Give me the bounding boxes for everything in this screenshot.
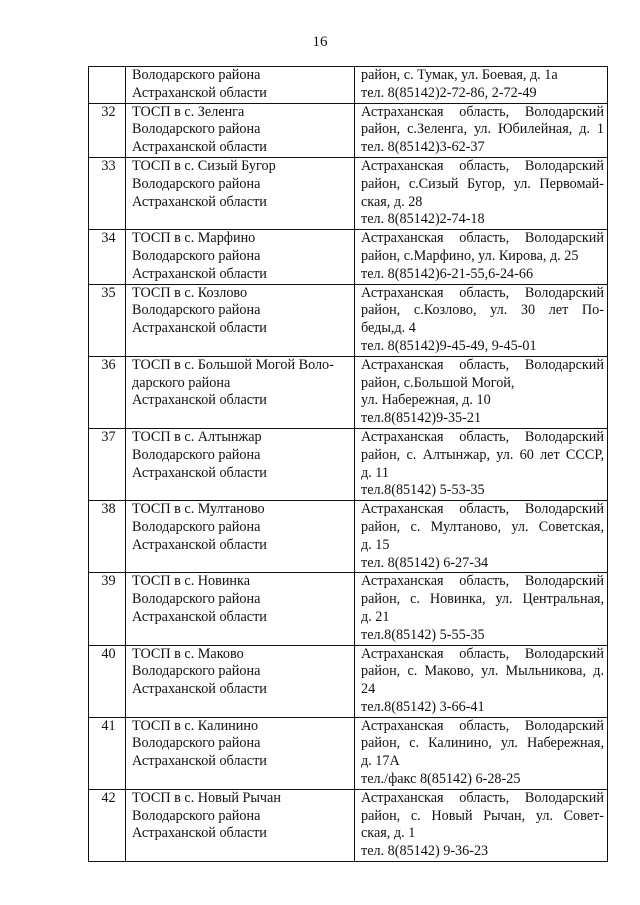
tosp-name-line: Астраханской области bbox=[132, 320, 267, 337]
table-row bbox=[89, 789, 608, 861]
tosp-name-line: ТОСП в с. Новый Рычан bbox=[132, 789, 281, 806]
tosp-name-line: Астраханской области bbox=[132, 265, 267, 282]
address-line: тел. 8(85142) 6-27-34 bbox=[361, 554, 489, 571]
address-line: тел. 8(85142)3-62-37 bbox=[361, 139, 485, 156]
address-line: район, с.Козлово, ул. 30 лет По- bbox=[361, 302, 604, 319]
address-line: Астраханская область, Володарский bbox=[361, 284, 604, 301]
address-line: тел./факс 8(85142) 6-28-25 bbox=[361, 771, 521, 788]
address-line: тел. 8(85142)9-45-49, 9-45-01 bbox=[361, 337, 537, 354]
tosp-name-line: Володарского района bbox=[132, 591, 261, 608]
address-line: ская, д. 28 bbox=[361, 193, 423, 210]
address-line: д. 15 bbox=[361, 536, 390, 553]
tosp-name-line: Володарского района bbox=[132, 735, 261, 752]
address-line: Астраханская область, Володарский bbox=[361, 157, 604, 174]
tosp-name-line: ТОСП в с. Маково bbox=[132, 645, 244, 662]
tosp-name-cell bbox=[126, 284, 355, 356]
row-number: 41 bbox=[89, 717, 126, 789]
address-line: Астраханская область, Володарский bbox=[361, 573, 604, 590]
address-line: 24 bbox=[361, 681, 376, 698]
row-number: 35 bbox=[89, 284, 126, 356]
tosp-name-line: ТОСП в с. Калинино bbox=[132, 717, 259, 734]
tosp-name-cell bbox=[126, 428, 355, 500]
address-line: район, с. Новый Рычан, ул. Совет- bbox=[361, 807, 604, 824]
address-line: тел. 8(85142) 9-36-23 bbox=[361, 843, 489, 860]
tosp-name-line: ТОСП в с. Мултаново bbox=[132, 501, 265, 518]
address-cell bbox=[355, 501, 608, 573]
tosp-name-cell bbox=[126, 501, 355, 573]
tosp-name-cell bbox=[126, 157, 355, 229]
address-line: район, с. Новинка, ул. Центральная, bbox=[361, 591, 604, 608]
tosp-name-line: Астраханской области bbox=[132, 536, 267, 553]
address-line: район, с. Мултаново, ул. Советская, bbox=[361, 518, 604, 535]
table-row bbox=[89, 717, 608, 789]
row-number: 42 bbox=[89, 789, 126, 861]
address-line: тел. 8(85142)2-72-86, 2-72-49 bbox=[361, 84, 537, 101]
tosp-name-line: Володарского района bbox=[132, 518, 261, 535]
row-number: 39 bbox=[89, 573, 126, 645]
address-line: тел.8(85142) 5-53-35 bbox=[361, 482, 485, 499]
tosp-name-line: Володарского района bbox=[132, 807, 261, 824]
tosp-name-line: ТОСП в с. Новинка bbox=[132, 573, 250, 590]
tosp-name-line: ТОСП в с. Большой Могой Воло- bbox=[132, 356, 334, 373]
table-row bbox=[89, 501, 608, 573]
tosp-name-cell bbox=[126, 717, 355, 789]
tosp-name-line: Володарского района bbox=[132, 121, 261, 138]
row-number: 40 bbox=[89, 645, 126, 717]
table-row bbox=[89, 157, 608, 229]
address-line: тел.8(85142) 5-55-35 bbox=[361, 626, 485, 643]
address-cell bbox=[355, 356, 608, 428]
tosp-name-line: ТОСП в с. Марфино bbox=[132, 230, 256, 247]
address-line: тел. 8(85142)6-21-55,6-24-66 bbox=[361, 265, 534, 282]
address-line: Астраханская область, Володарский bbox=[361, 501, 604, 518]
tosp-name-cell bbox=[126, 789, 355, 861]
address-line: Астраханская область, Володарский bbox=[361, 103, 604, 120]
tosp-name-line: ТОСП в с. Алтынжар bbox=[132, 428, 262, 445]
tosp-name-line: Астраханской области bbox=[132, 139, 267, 156]
address-line: район, с.Марфино, ул. Кирова, д. 25 bbox=[361, 247, 579, 264]
address-line: район, с. Калинино, ул. Набережная, bbox=[361, 735, 604, 752]
tosp-name-line: Астраханской области bbox=[132, 84, 267, 101]
tosp-name-line: дарского района bbox=[132, 374, 231, 391]
table-row bbox=[89, 428, 608, 500]
table-row bbox=[89, 573, 608, 645]
row-number: 37 bbox=[89, 428, 126, 500]
tosp-name-line: Астраханской области bbox=[132, 825, 267, 842]
address-cell bbox=[355, 645, 608, 717]
table-row bbox=[89, 103, 608, 157]
table-row bbox=[89, 284, 608, 356]
tosp-name-line: Астраханской области bbox=[132, 753, 267, 770]
tosp-name-cell bbox=[126, 67, 355, 104]
page-number: 16 bbox=[312, 34, 328, 50]
table-row bbox=[89, 645, 608, 717]
tosp-name-cell bbox=[126, 103, 355, 157]
row-number: 38 bbox=[89, 501, 126, 573]
address-cell bbox=[355, 717, 608, 789]
tosp-name-line: Астраханской области bbox=[132, 193, 267, 210]
address-line: район, с.Сизый Бугор, ул. Первомай- bbox=[361, 175, 604, 192]
row-number: 32 bbox=[89, 103, 126, 157]
table-row bbox=[89, 67, 608, 104]
address-line: д. 17А bbox=[361, 753, 400, 770]
tosp-name-line: ТОСП в с. Зеленга bbox=[132, 103, 245, 120]
tosp-name-line: ТОСП в с. Сизый Бугор bbox=[132, 157, 276, 174]
address-cell bbox=[355, 103, 608, 157]
tosp-name-line: Астраханской области bbox=[132, 392, 267, 409]
address-line: Астраханская область, Володарский bbox=[361, 428, 604, 445]
tosp-name-line: Володарского района bbox=[132, 663, 261, 680]
address-line: Астраханская область, Володарский bbox=[361, 356, 604, 373]
tosp-table bbox=[88, 66, 608, 862]
tosp-name-cell bbox=[126, 230, 355, 284]
address-line: д. 11 bbox=[361, 464, 389, 481]
address-cell bbox=[355, 789, 608, 861]
address-line: район, с.Зеленга, ул. Юбилейная, д. 1 bbox=[361, 121, 604, 138]
address-line: Астраханская область, Володарский bbox=[361, 230, 604, 247]
address-cell bbox=[355, 284, 608, 356]
address-line: Астраханская область, Володарский bbox=[361, 717, 604, 734]
table-row bbox=[89, 230, 608, 284]
address-cell bbox=[355, 230, 608, 284]
address-line: район, с. Алтынжар, ул. 60 лет СССР, bbox=[361, 446, 604, 463]
address-line: район, с.Большой Могой, bbox=[361, 374, 515, 391]
tosp-table-body bbox=[89, 67, 608, 862]
tosp-name-cell bbox=[126, 573, 355, 645]
row-number: 33 bbox=[89, 157, 126, 229]
address-cell bbox=[355, 573, 608, 645]
tosp-name-line: Астраханской области bbox=[132, 608, 267, 625]
tosp-name-line: Володарского района bbox=[132, 302, 261, 319]
tosp-name-line: Володарского района bbox=[132, 446, 261, 463]
address-line: беды,д. 4 bbox=[361, 320, 416, 337]
address-cell bbox=[355, 428, 608, 500]
address-line: ская, д. 1 bbox=[361, 825, 416, 842]
tosp-name-line: Володарского района bbox=[132, 175, 261, 192]
tosp-name-line: Астраханской области bbox=[132, 464, 267, 481]
table-row bbox=[89, 356, 608, 428]
row-number: 34 bbox=[89, 230, 126, 284]
tosp-name-cell bbox=[126, 645, 355, 717]
tosp-name-line: ТОСП в с. Козлово bbox=[132, 284, 248, 301]
address-line: тел.8(85142) 3-66-41 bbox=[361, 698, 485, 715]
tosp-name-line: Володарского района bbox=[132, 247, 261, 264]
tosp-name-line: Володарского района bbox=[132, 67, 261, 83]
address-line: район, с. Маково, ул. Мыльникова, д. bbox=[361, 663, 604, 680]
row-number bbox=[89, 67, 126, 104]
address-cell bbox=[355, 67, 608, 104]
address-line: тел.8(85142)9-35-21 bbox=[361, 410, 482, 427]
address-cell bbox=[355, 157, 608, 229]
row-number: 36 bbox=[89, 356, 126, 428]
tosp-name-line: Астраханской области bbox=[132, 681, 267, 698]
address-line: Астраханская область, Володарский bbox=[361, 789, 604, 806]
address-line: д. 21 bbox=[361, 608, 390, 625]
address-line: Астраханская область, Володарский bbox=[361, 645, 604, 662]
tosp-name-cell bbox=[126, 356, 355, 428]
address-line: ул. Набережная, д. 10 bbox=[361, 392, 491, 409]
address-line: тел. 8(85142)2-74-18 bbox=[361, 211, 485, 228]
address-line: район, с. Тумак, ул. Боевая, д. 1а bbox=[361, 67, 558, 83]
